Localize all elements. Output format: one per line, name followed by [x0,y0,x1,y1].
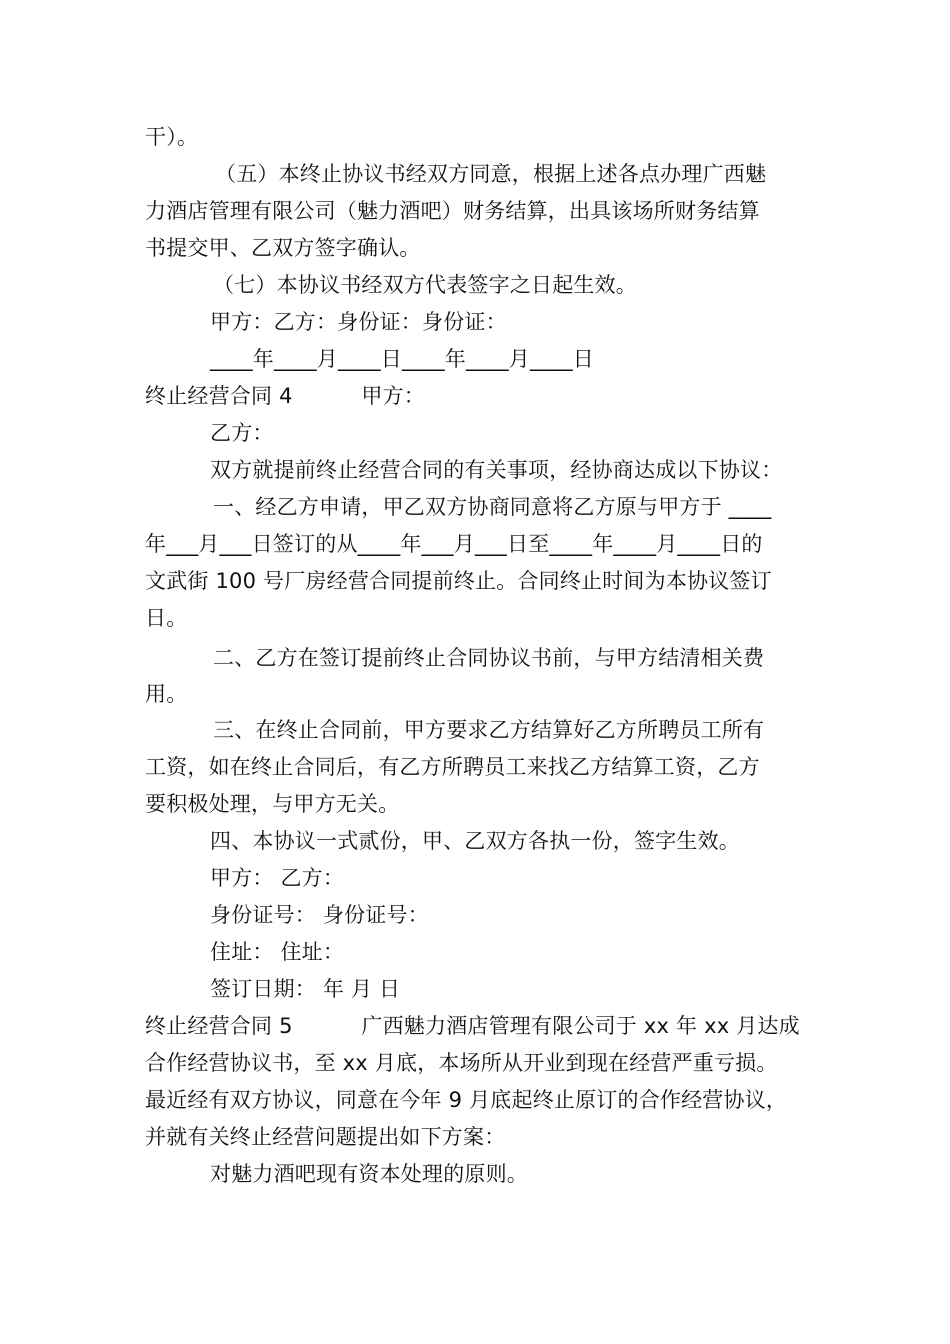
text-line: 力酒店管理有限公司（魅力酒吧）财务结算，出具该场所财务结算 [145,199,760,223]
text-line: 并就有关终止经营问题提出如下方案： [145,1125,506,1149]
text-line: （七）本协议书经双方代表签字之日起生效。 [213,273,637,297]
section-heading: 终止经营合同 4 甲方： [145,384,425,408]
text-line: 乙方： [210,421,274,445]
text-line: 书提交甲、乙双方签字确认。 [145,236,421,260]
text-line: 二、乙方在签订提前终止合同协议书前，与甲方结清相关费 [213,646,765,670]
section-heading: 终止经营合同 5 广西魅力酒店管理有限公司于 xx 年 xx 月达成 [145,1014,800,1038]
text-line: 四、本协议一式贰份，甲、乙双方各执一份，签字生效。 [210,829,740,853]
signature-line: 甲方：乙方：身份证：身份证： [210,310,507,334]
text-line: 用。 [145,682,188,706]
address-line: 住址： 住址： [210,940,345,964]
date-line: 签订日期： 年 月 日 [210,977,401,1001]
text-line: 合作经营协议书，至 xx 月底，本场所从开业到现在经营严重亏损。 [145,1051,778,1075]
text-line: 工资，如在终止合同后，有乙方所聘员工来找乙方结算工资，乙方 [145,755,760,779]
text-line: 年___月___日签订的从____年___月___日至____年____月____日的 [145,532,763,556]
text-line: 干）。 [145,125,199,149]
text-line: 一、经乙方申请，甲乙双方协商同意将乙方原与甲方于 ____ [213,495,772,519]
text-line: 三、在终止合同前，甲方要求乙方结算好乙方所聘员工所有 [213,718,765,742]
text-line: 最近经有双方协议，同意在今年 9 月底起终止原订的合作经营协议， [145,1088,788,1112]
signature-line: 甲方： 乙方： [210,866,345,890]
date-line: ____年____月____日____年____月____日 [210,347,594,371]
id-line: 身份证号： 身份证号： [210,903,429,927]
text-line: 日。 [145,606,188,630]
text-line: （五）本终止协议书经双方同意，根据上述各点办理广西魅 [215,162,767,186]
text-line: 双方就提前终止经营合同的有关事项，经协商达成以下协议： [210,458,783,482]
text-line: 要积极处理，与甲方无关。 [145,792,400,816]
text-line: 文武街 100 号厂房经营合同提前终止。合同终止时间为本协议签订 [145,569,772,593]
text-line: 对魅力酒吧现有资本处理的原则。 [210,1162,528,1186]
